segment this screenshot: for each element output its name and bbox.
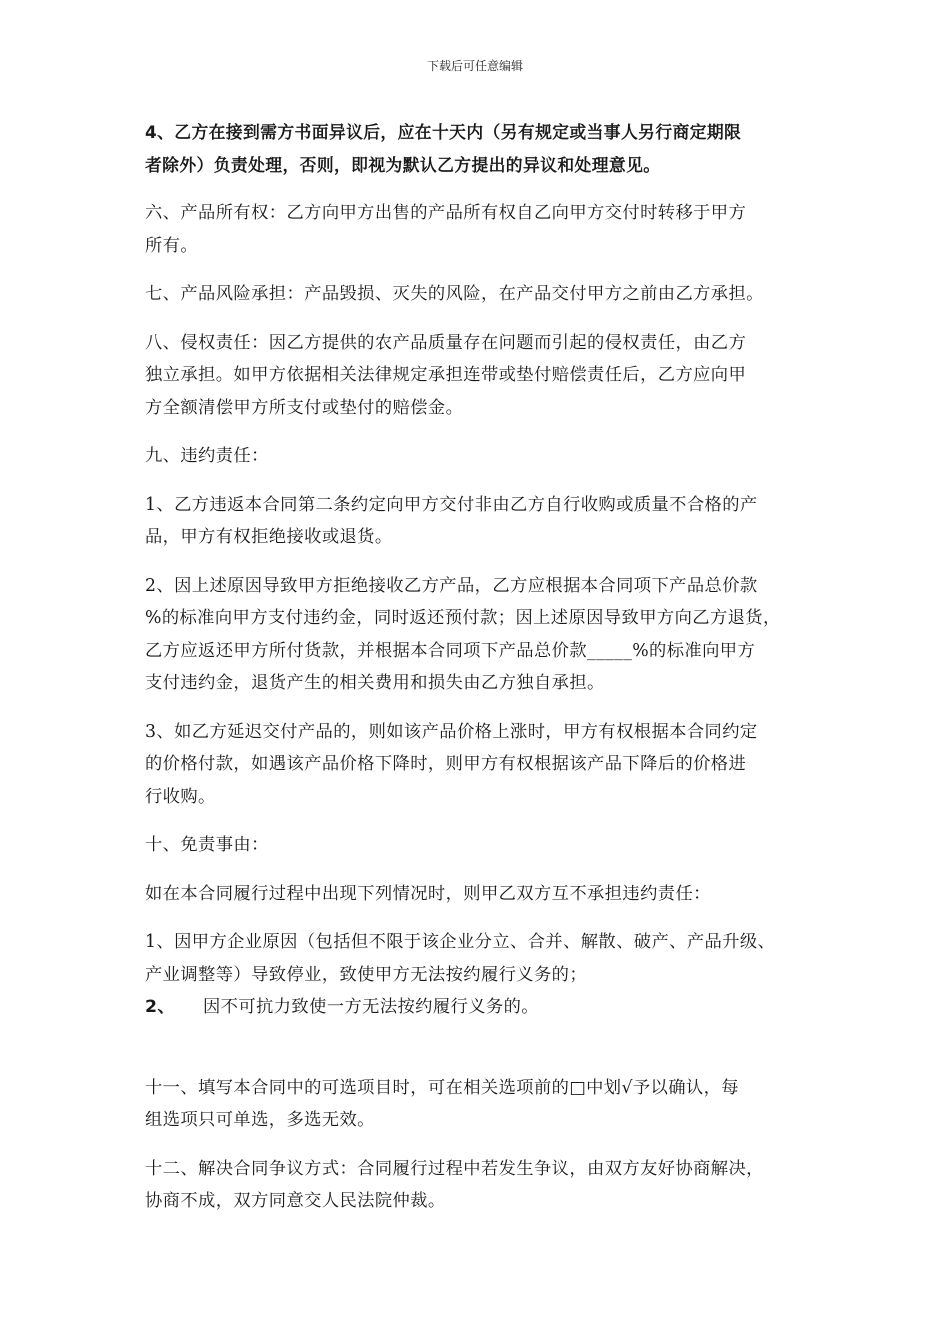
text-line: 品，甲方有权拒绝接收或退货。 bbox=[145, 527, 393, 547]
text-line: 的价格付款，如遇该产品价格下降时，则甲方有权根据该产品下降后的价格进 bbox=[145, 754, 747, 774]
text-line: 独立承担。如甲方依据相关法律规定承担连带或垫付赔偿责任后，乙方应向甲 bbox=[145, 365, 747, 385]
clause-exemption-2 bbox=[145, 991, 820, 1024]
text-line: 因不可抗力致使一方无法按约履行义务的。 bbox=[203, 997, 539, 1017]
clause-exemption-intro bbox=[145, 878, 820, 911]
text-line: 协商不成，双方同意交人民法院仲裁。 bbox=[145, 1191, 446, 1211]
clause-breach-2 bbox=[145, 570, 820, 700]
text-line: 所有。 bbox=[145, 235, 199, 256]
text-line: %的标准向甲方支付违约金，同时返还预付款；因上述原因导致甲方向乙方退货， bbox=[145, 608, 781, 628]
text-line: 乙方应返还甲方所付货款，并根据本合同项下产品总价款_____%的标准向甲方 bbox=[145, 640, 756, 661]
text-line: 八、侵权责任：因乙方提供的农产品质量存在问题而引起的侵权责任，由乙方 bbox=[145, 332, 747, 353]
text-line: 七、产品风险承担：产品毁损、灭失的风险，在产品交付甲方之前由乙方承担。 bbox=[145, 284, 764, 304]
text-line: 2、因上述原因导致甲方拒绝接收乙方产品，乙方应根据本合同项下产品总价款 bbox=[145, 575, 758, 596]
text-line: 4、乙方在接到需方书面异议后，应在十天内（另有规定或当事人另行商定期限 bbox=[145, 122, 742, 142]
text-line: 1、因甲方企业原因（包括但不限于该企业分立、合并、解散、破产、产品升级、 bbox=[145, 932, 776, 952]
text-line: 方全额清偿甲方所支付或垫付的赔偿金。 bbox=[145, 397, 464, 418]
clause-dispute-resolution bbox=[145, 1153, 820, 1218]
text-line: 1、乙方违返本合同第二条约定向甲方交付非由乙方自行收购或质量不合格的产 bbox=[145, 494, 758, 515]
text-line: 产业调整等）导致停业，致使甲方无法按约履行义务的； bbox=[145, 964, 588, 985]
text-line: 六、产品所有权：乙方向甲方出售的产品所有权自乙向甲方交付时转移于甲方 bbox=[145, 203, 747, 223]
text-line: 支付违约金，退货产生的相关费用和损失由乙方独自承担。 bbox=[145, 673, 605, 693]
text-line: 者除外）负责处理，否则，即视为默认乙方提出的异议和处理意见。 bbox=[145, 154, 661, 175]
clause-risk bbox=[145, 278, 820, 311]
clause-tort-liability bbox=[145, 327, 820, 425]
clause-breach-title bbox=[145, 440, 820, 473]
text-line: 如在本合同履行过程中出现下列情况时，则甲乙双方互不承担违约责任： bbox=[145, 883, 711, 904]
clause-ownership bbox=[145, 197, 820, 262]
clause-exemption-1 bbox=[145, 926, 820, 991]
text-line: 组选项只可单选，多选无效。 bbox=[145, 1110, 375, 1130]
text-line: 十、免责事由： bbox=[145, 835, 269, 855]
text-line: 3、如乙方延迟交付产品的，则如该产品价格上涨时，甲方有权根据本合同约定 bbox=[145, 721, 758, 742]
contract-body bbox=[145, 116, 820, 1218]
clause-optional-items bbox=[145, 1072, 820, 1137]
text-line: 十二、解决合同争议方式：合同履行过程中若发生争议，由双方友好协商解决， bbox=[145, 1158, 764, 1179]
page-header-note: 下载后可任意编辑 bbox=[426, 59, 523, 73]
text-line: 九、违约责任： bbox=[145, 446, 269, 466]
clause-breach-3 bbox=[145, 716, 820, 814]
list-number: 2、 bbox=[145, 997, 176, 1017]
text-line: 行收购。 bbox=[145, 786, 216, 807]
clause-breach-1 bbox=[145, 489, 820, 554]
text-line: 十一、填写本合同中的可选项目时，可在相关选项前的□中划√予以确认，每 bbox=[145, 1077, 739, 1098]
clause-4 bbox=[145, 116, 820, 181]
clause-exemption-title bbox=[145, 829, 820, 862]
